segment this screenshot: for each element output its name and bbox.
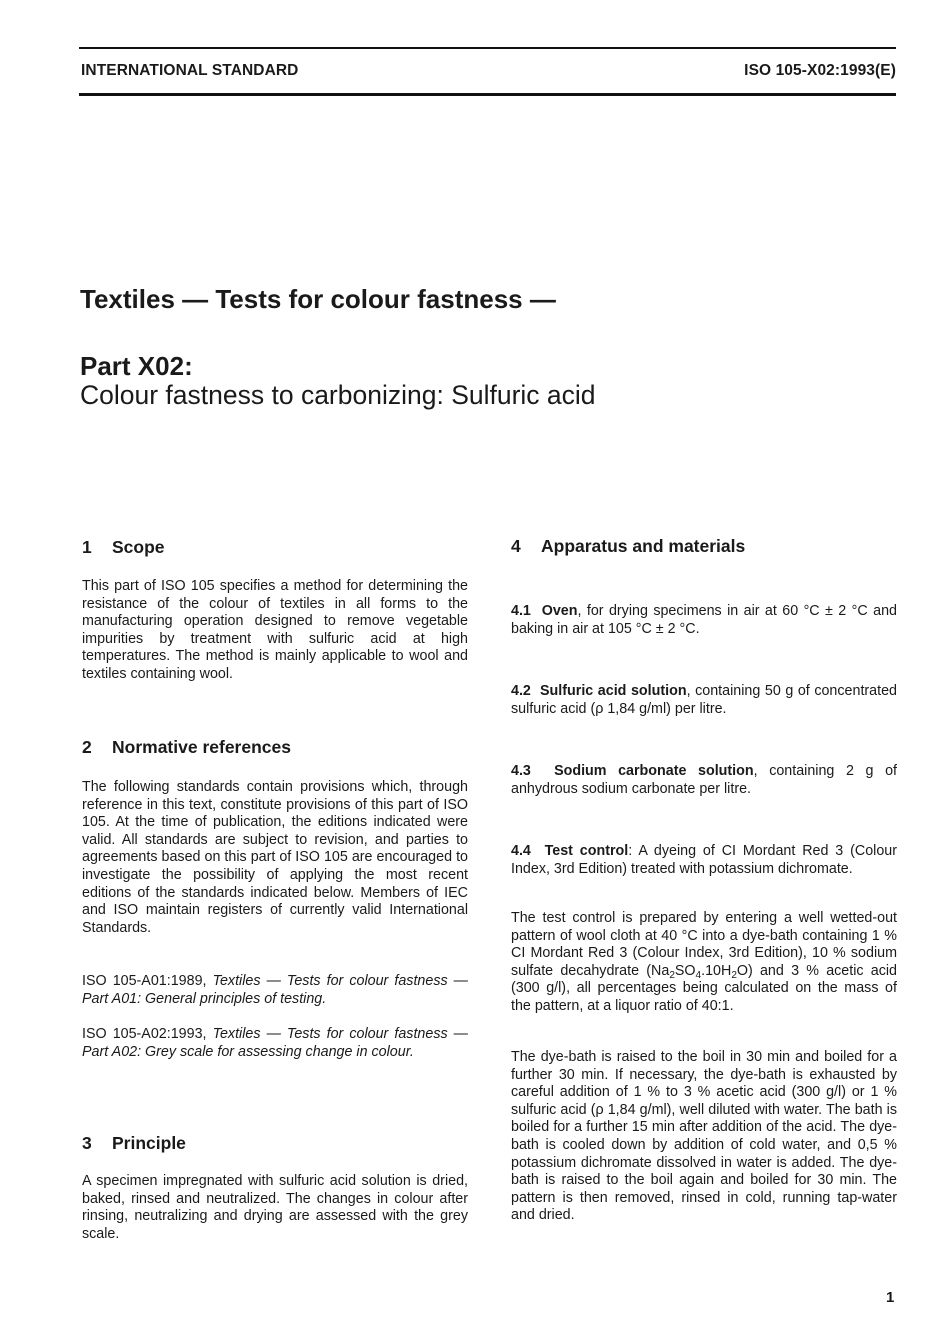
part-label: Part X02: (80, 351, 193, 381)
part-subtitle: Colour fastness to carbonizing: Sulfuric acid (80, 380, 596, 410)
standard-type-label: INTERNATIONAL STANDARD (81, 62, 299, 79)
normative-text: The following standards contain provisions which, through reference in this text, constitute provisions of this part of ISO 105. At the time of publication, the editions indicated were valid. All standards are subject to revision, and parties to agreements based on this part of ISO 105 are encouraged to investigate the possibility of applying the most recent editions of the standards indicated below. Members of IEC and ISO maintain registers of currently valid International Standards. (82, 779, 468, 936)
section-heading-principle: 3 Principle (82, 1133, 186, 1153)
test-control-dyeing-procedure: The dye-bath is raised to the boil in 30 min and boiled for a further 30 min. If necessary, the dye-bath is exhausted by careful addition of 1 % to 3 % acetic acid (300 g/l) or 1 % sulfuric acid (ρ 1,84 g/ml), well diluted with water. The bath is boiled for a further 15 min after addition of the acid. The dye-bath is cooled down by addition of cold water, and 0,5 % potassium dichromate dissolved in water is added. The dye-bath is raised to the boil again and boiled for 30 min. The pattern is then removed, rinsed in cold, running tap-water and dried. (511, 1049, 897, 1224)
section-heading-normative: 2 Normative references (82, 737, 291, 757)
section-heading-apparatus: 4 Apparatus and materials (511, 536, 746, 556)
apparatus-item-sulfuric-acid: 4.2 Sulfuric acid solution, containing 50 g of concentrated sulfuric acid (ρ 1,84 g/ml) per litre. (511, 683, 897, 717)
standard-number: ISO 105-X02:1993(E) (744, 62, 896, 79)
principle-text: A specimen impregnated with sulfuric acid solution is dried, baked, rinsed and neutralized. The changes in colour after rinsing, neutralizing and drying are assessed with the grey scale. (82, 1173, 468, 1242)
apparatus-item-test-control: 4.4 Test control: A dyeing of CI Mordant Red 3 (Colour Index, 3rd Edition) treated with potassium dichromate. (511, 843, 897, 877)
scope-text: This part of ISO 105 specifies a method for determining the resistance of the colour of textiles in all forms to the manufacturing operation designed to remove vegetable impurities by treatment with sulfuric acid at high temperatures. The method is mainly applicable to wool and textiles containing wool. (82, 578, 468, 682)
header-rule-top (79, 47, 896, 49)
section-heading-scope: 1 Scope (82, 537, 165, 557)
normative-ref-1: ISO 105-A01:1989, Textiles — Tests for colour fastness — Part A01: General principles of testing. (82, 973, 468, 1007)
page-number: 1 (886, 1289, 895, 1306)
header-rule-bottom (79, 93, 896, 96)
normative-ref-2: ISO 105-A02:1993, Textiles — Tests for colour fastness — Part A02: Grey scale for assessing change in colour. (82, 1026, 468, 1060)
document-title: Textiles — Tests for colour fastness — (80, 284, 556, 314)
test-control-preparation: The test control is prepared by entering a well wetted-out pattern of wool cloth at 40 °C into a dye-bath containing 1 % CI Mordant Red 3 (Colour Index, 3rd Edition), 10 % sodium sulfate decahydrate $(Na_2SO_4.10H_2O)$ and 3 % acetic acid (300 g/l), all percentages being calculated on the mass of the pattern, at a liquor ratio of 40:1. (511, 910, 897, 1014)
apparatus-item-oven: 4.1 Oven, for drying specimens in air at 60 °C ± 2 °C and baking in air at 105 °C ± 2 °C. (511, 603, 897, 637)
apparatus-item-sodium-carbonate: 4.3 Sodium carbonate solution, containing 2 g of anhydrous sodium carbonate per litre. (511, 763, 897, 797)
